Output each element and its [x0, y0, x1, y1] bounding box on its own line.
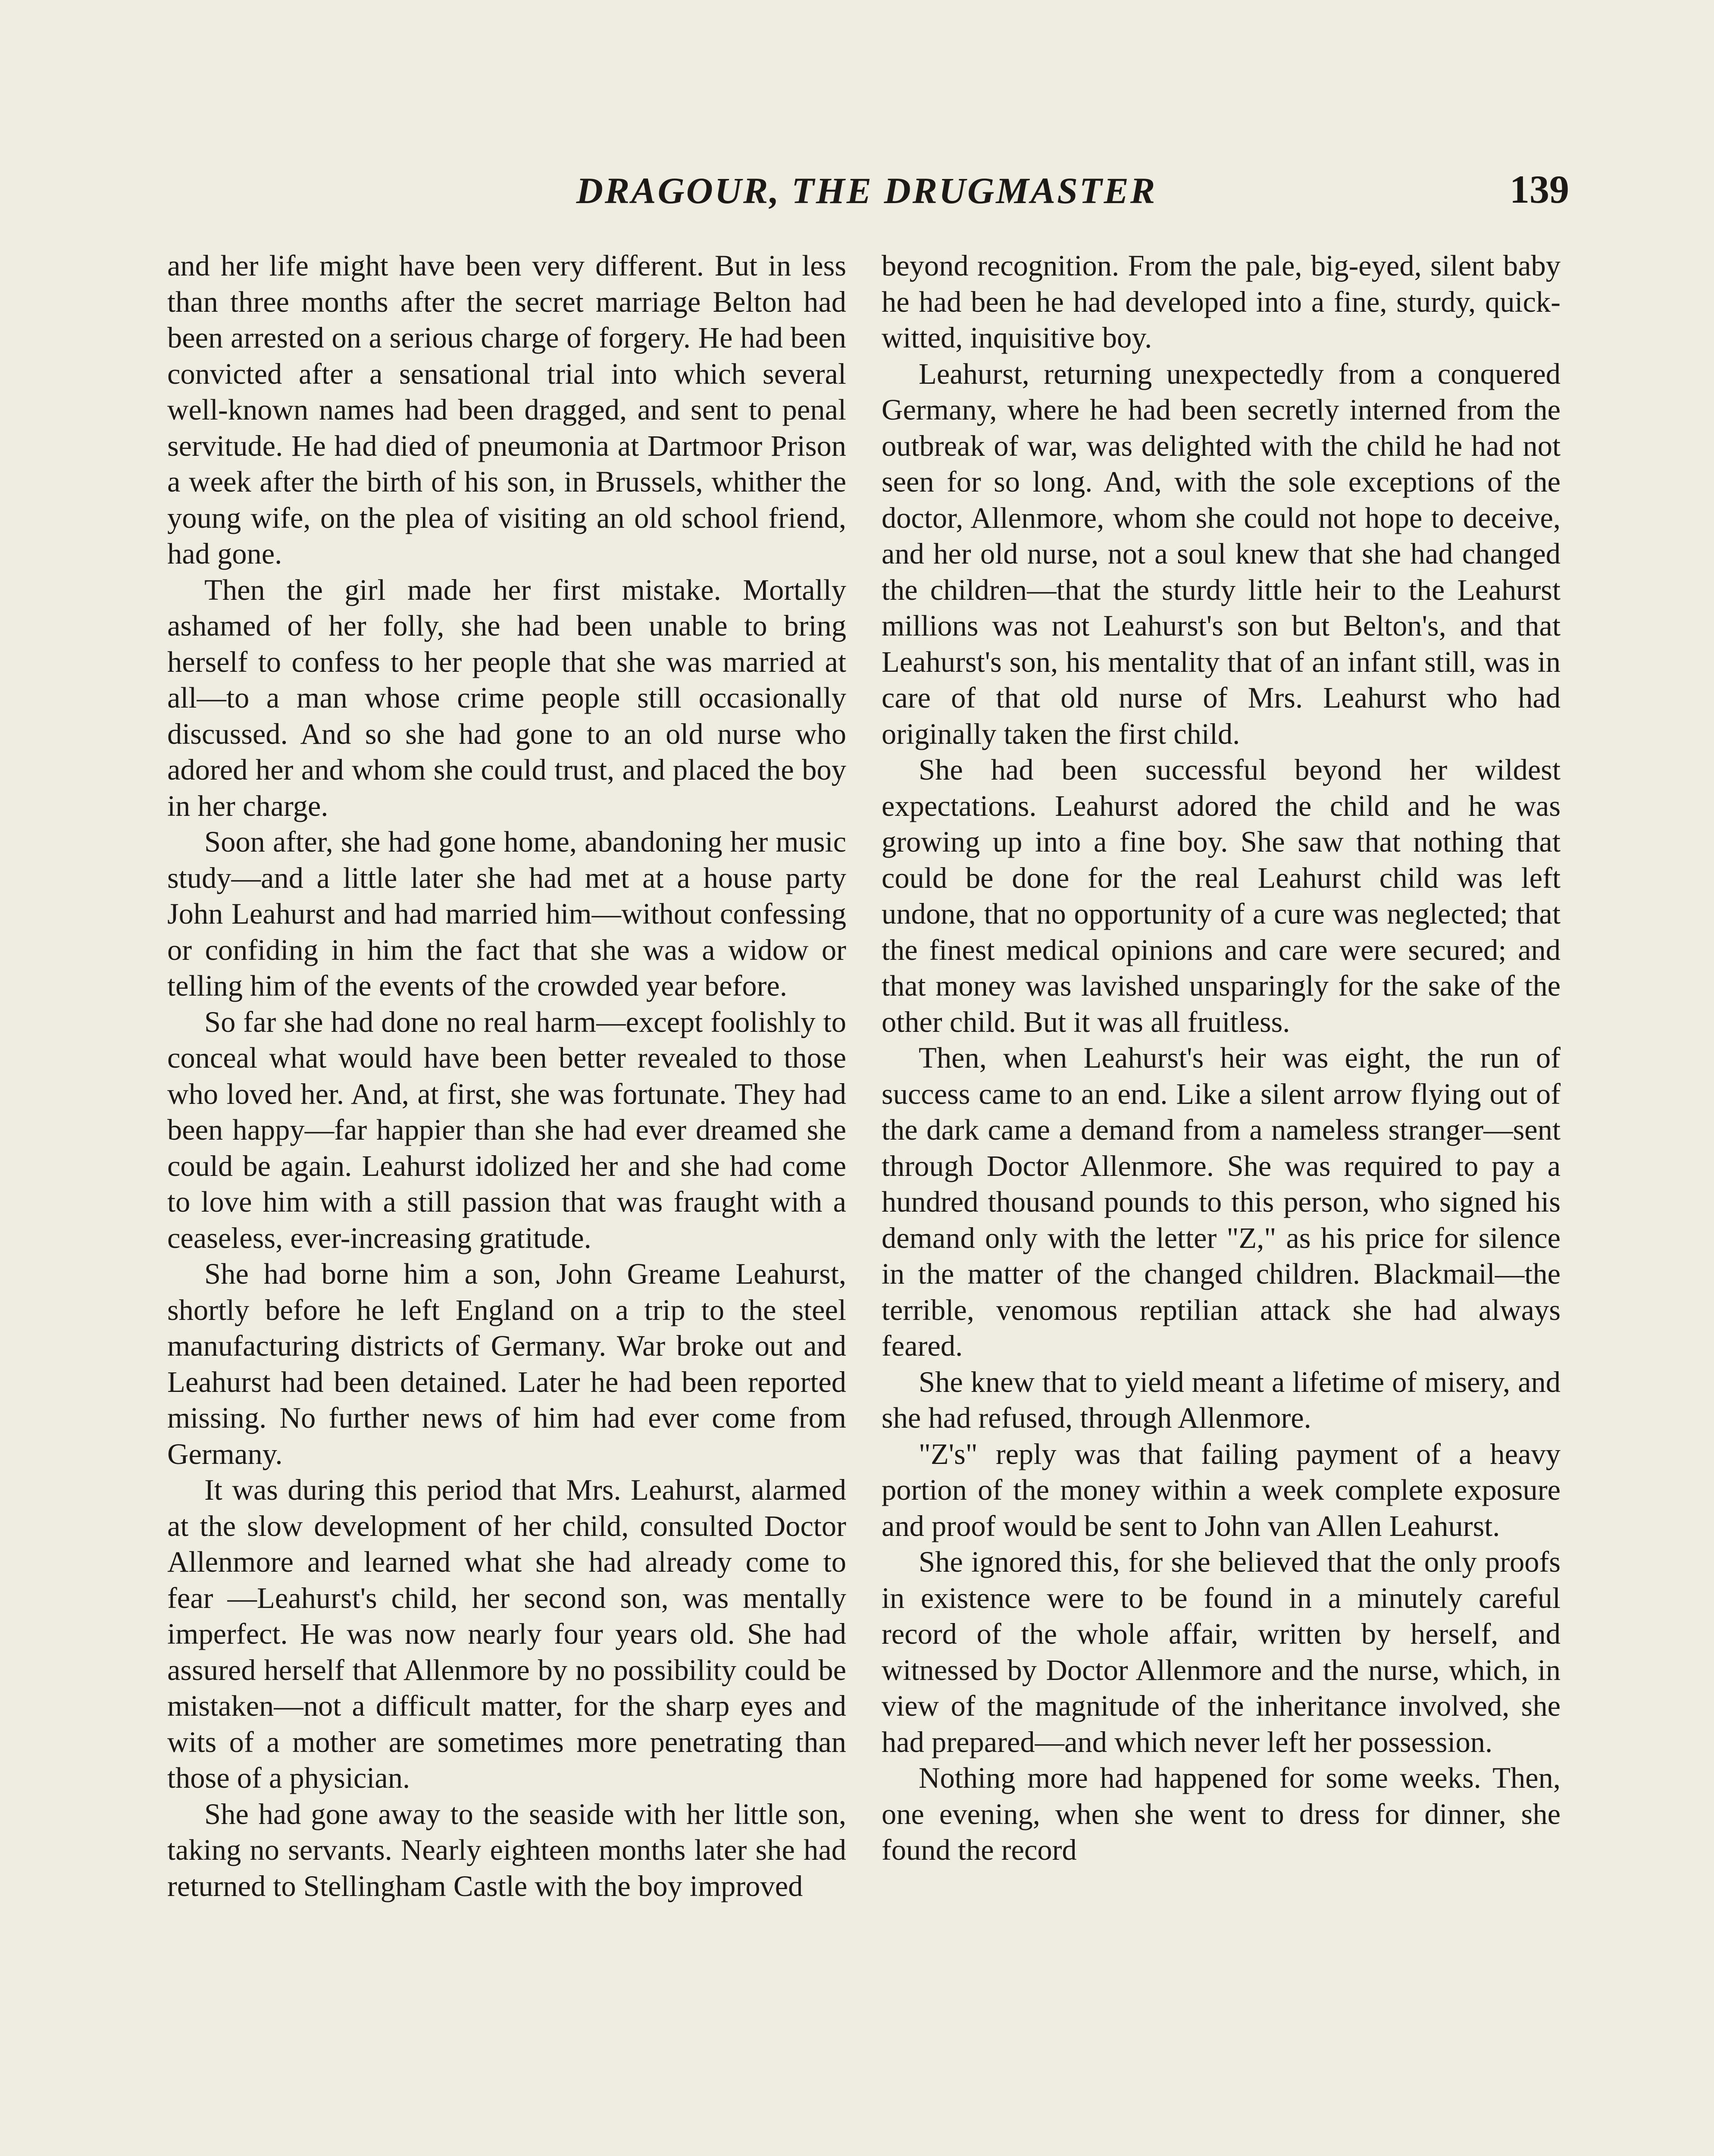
paragraph: Then, when Leahurst's heir was eight, the run of success came to an end. Like a silent arrow flying out of the dark came a demand from a nameless stranger—sent through Doctor Allenmore. She was required to pay a hundred thousand pounds to this person, who signed his demand only with the letter "Z," as his price for silence in the matter of the changed children. Blackmail—the terrible, venomous reptilian attack she had always feared. [882, 1041, 1561, 1362]
paragraph: She had gone away to the seaside with her little son, taking no servants. Nearly eighteen months later she had returned to Stellingham Castle with the boy improved [167, 1797, 846, 1902]
left-text-column [167, 248, 846, 2156]
paragraph: It was during this period that Mrs. Leahurst, alarmed at the slow development of her child, consulted Doctor Allenmore and learned what she had already come to fear —Leahurst's child, her second son, was mentally imperfect. He was now nearly four years old. She had assured herself that Allenmore by no possibility could be mistaken—not a difficult matter, for the sharp eyes and wits of a mother are sometimes more penetrating than those of a physician. [167, 1473, 846, 1794]
paragraph: beyond recognition. From the pale, big-eyed, silent baby he had been he had developed into a fine, sturdy, quick-witted, inquisitive boy. [882, 249, 1561, 354]
right-text-column [882, 248, 1561, 2156]
paragraph: She had been successful beyond her wildest expectations. Leahurst adored the child and he was growing up into a fine boy. She saw that nothing that could be done for the real Leahurst child was left undone, that no opportunity of a cure was neglected; that the finest medical opinions and care were secured; and that money was lavished unsparingly for the sake of the other child. But it was all fruitless. [882, 753, 1561, 1038]
paragraph: and her life might have been very different. But in less than three months after the secret marriage Belton had been arrested on a serious charge of forgery. He had been convicted after a sensational trial into which several well-known names had been dragged, and sent to penal servitude. He had died of pneumonia at Dartmoor Prison a week after the birth of his son, in Brussels, whither the young wife, on the plea of visiting an old school friend, had gone. [167, 249, 846, 570]
running-title: DRAGOUR, THE DRUGMASTER [576, 170, 1157, 211]
paragraph: Leahurst, returning unexpectedly from a conquered Germany, where he had been secretly interned from the outbreak of war, was delighted with the child he had not seen for so long. And, with the sole exceptions of the doctor, Allenmore, whom she could not hope to deceive, and her old nurse, not a soul knew that she had changed the children—that the sturdy little heir to the Leahurst millions was not Leahurst's son but Belton's, and that Leahurst's son, his mentality that of an infant still, was in care of that old nurse of Mrs. Leahurst who had originally taken the first child. [882, 357, 1561, 750]
paragraph: She had borne him a son, John Greame Leahurst, shortly before he left England on a trip to the steel manufacturing districts of Germany. War broke out and Leahurst had been detained. Later he had been reported missing. No further news of him had ever come from Germany. [167, 1257, 846, 1470]
paragraph: She ignored this, for she believed that the only proofs in existence were to be found in a minutely careful record of the whole affair, written by herself, and witnessed by Doctor Allenmore and the nurse, which, in view of the magnitude of the inheritance involved, she had prepared—and which never left her possession. [882, 1545, 1561, 1758]
page-number: 139 [1510, 167, 1569, 211]
paragraph: Then the girl made her first mistake. Mortally ashamed of her folly, she had been unable to bring herself to confess to her people that she was married at all—to a man whose crime people still occasionally discussed. And so she had gone to an old nurse who adored her and whom she could trust, and placed the boy in her charge. [167, 573, 846, 822]
paragraph: So far she had done no real harm—except foolishly to conceal what would have been better revealed to those who loved her. And, at first, she was fortunate. They had been happy—far happier than she had ever dreamed she could be again. Leahurst idolized her and she had come to love him with a still passion that was fraught with a ceaseless, ever-increasing gratitude. [167, 1005, 846, 1254]
paragraph: Soon after, she had gone home, abandoning her music study—and a little later she had met at a house party John Leahurst and had married him—without confessing or confiding in him the fact that she was a widow or telling him of the events of the crowded year before. [167, 825, 846, 1002]
paragraph: "Z's" reply was that failing payment of a heavy portion of the money within a week complete exposure and proof would be sent to John van Allen Leahurst. [882, 1437, 1561, 1542]
paragraph: Nothing more had happened for some weeks. Then, one evening, when she went to dress for dinner, she found the record [882, 1761, 1561, 1866]
paragraph: She knew that to yield meant a lifetime of misery, and she had refused, through Allenmore. [882, 1365, 1561, 1434]
page-header [164, 169, 1569, 221]
